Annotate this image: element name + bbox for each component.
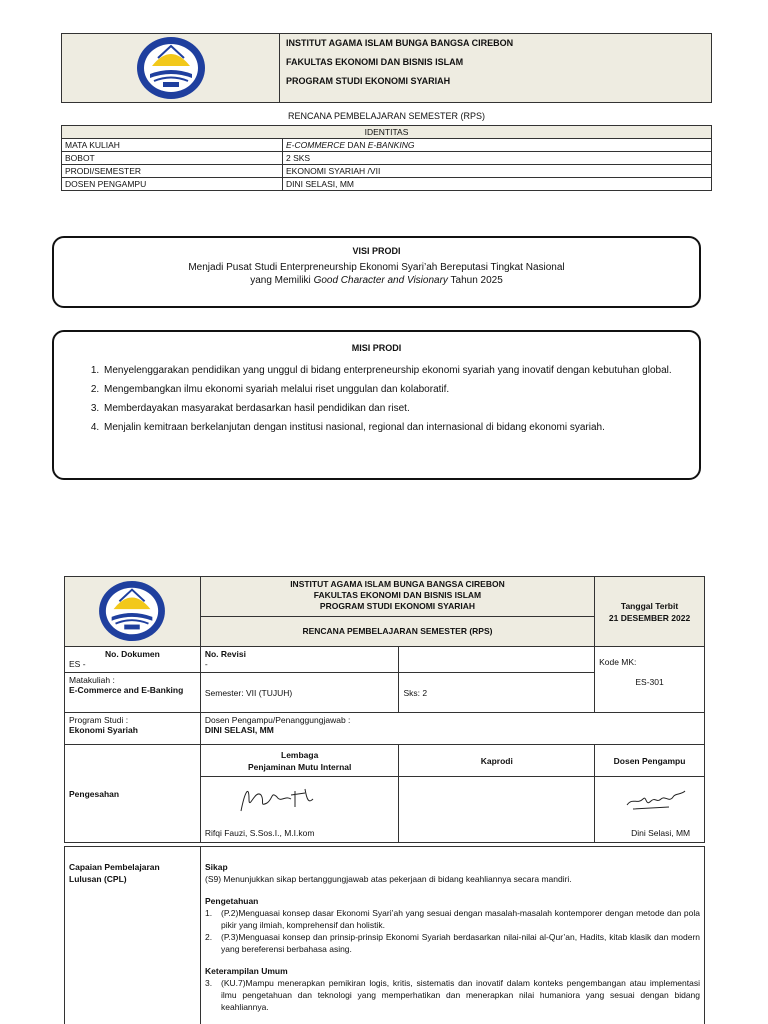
row-value: DINI SELASI, MM [283, 178, 712, 191]
row-value: E-COMMERCE DAN E-BANKING [283, 139, 712, 152]
sign1-name: Rifqi Fauzi, S.Sos.I., M.I.kom [204, 828, 315, 838]
header-text [200, 577, 594, 647]
kode-mk-cell [595, 647, 705, 713]
table-row [62, 178, 712, 191]
kode-mk-label: Kode MK: [599, 657, 637, 667]
no-dokumen-label: No. Dokumen [105, 649, 160, 659]
prodi-value: Ekonomi Syariah [69, 725, 138, 735]
dosen-value: DINI SELASI, MM [204, 725, 274, 735]
cpl-label: Capaian Pembelajaran Lulusan (CPL) [65, 847, 201, 1024]
visi-title: VISI PRODI [352, 246, 401, 256]
keterampilan-title: Keterampilan Umum [205, 966, 288, 976]
sikap-title: Sikap [205, 862, 228, 872]
matakuliah-label: Matakuliah : [69, 675, 115, 685]
row-key: MATA KULIAH [62, 139, 283, 152]
prodi-label: Program Studi : [69, 715, 129, 725]
sks-cell: Sks: 2 [399, 673, 595, 713]
misi-box [52, 330, 701, 480]
faculty-name: FAKULTAS EKONOMI DAN BISNIS ISLAM [286, 57, 464, 67]
dosen-label: Dosen Pengampu/Penanggungjawab : [204, 715, 351, 725]
row-key: PRODI/SEMESTER [62, 165, 283, 178]
visi-box [52, 236, 701, 308]
identitas-table [61, 125, 712, 191]
institute-name: INSTITUT AGAMA ISLAM BUNGA BANGSA CIREBON [290, 579, 505, 589]
rps-header-table [64, 576, 705, 843]
cpl-content [201, 847, 704, 1024]
faculty-name: FAKULTAS EKONOMI DAN BISNIS ISLAM [313, 590, 482, 600]
header-text [280, 34, 711, 102]
row-value: 2 SKS [283, 152, 712, 165]
list-item: 1. (P.2)Menguasai konsep dasar Ekonomi Syari’ah yang sesuai dengan masalah-masalah kontemporer dengan metode dan pola pikir yang ilmiah, komprehensif dan holistik. [205, 908, 700, 930]
no-revisi-value: - [204, 659, 208, 669]
rps-subtitle: RENCANA PEMBELAJARAN SEMESTER (RPS) [302, 626, 493, 636]
cpl-section [64, 846, 705, 1024]
lpmi-header: Lembaga Penjaminan Mutu Internal [200, 745, 399, 777]
lpmi-signature-cell [200, 777, 399, 843]
matakuliah-cell [65, 673, 201, 713]
row-key: BOBOT [62, 152, 283, 165]
logo-cell [62, 34, 280, 102]
identitas-heading: IDENTITAS [62, 126, 712, 139]
no-revisi-label: No. Revisi [204, 649, 246, 659]
visi-text: Menjadi Pusat Studi Enterpreneurship Ekonomi Syari’ah Bereputasi Tingkat Nasional yang Memiliki Good Character and Visionary Tahun 2025 [188, 262, 565, 286]
issued-date: 21 DESEMBER 2022 [608, 612, 691, 623]
kaprodi-header: Kaprodi [399, 745, 595, 777]
issued-label: Tanggal Terbit [620, 600, 679, 611]
list-item: 1. Menyelenggarakan pendidikan yang unggul di bidang enterpreneurship ekonomi syariah yang inovatif dengan kebutuhan global. [102, 361, 683, 380]
logo-cell [65, 577, 201, 647]
pengesahan-label: Pengesahan [65, 745, 201, 843]
no-dokumen-cell [65, 647, 201, 673]
empty-cell [399, 647, 595, 673]
list-item: 3. Memberdayakan masyarakat berdasarkan hasil pendidikan dan riset. [102, 399, 683, 418]
no-revisi-cell [200, 647, 399, 673]
dosen-cell [200, 713, 704, 745]
list-item: 4. Menjalin kemitraan berkelanjutan dengan institusi nasional, regional dan internasional di bidang ekonomi syariah. [102, 418, 683, 437]
list-item: 3. (KU.7)Mampu menerapkan pemikiran logis, kritis, sistematis dan inovatif dalam konteks pengembangan atau implementasi ilmu pengetahuan dan teknologi yang memperhatikan dan menerapkan nilai humaniora yang sesuai dengan bidang keahliannya. [205, 978, 700, 1012]
misi-title: MISI PRODI [351, 343, 402, 353]
row-value: EKONOMI SYARIAH /VII [283, 165, 712, 178]
table-row [62, 139, 712, 152]
institute-logo [136, 36, 206, 100]
table-row [62, 152, 712, 165]
signature-dini [623, 783, 693, 813]
sign2-name: Dini Selasi, MM [631, 828, 691, 838]
prodi-cell [65, 713, 201, 745]
program-name: PROGRAM STUDI EKONOMI SYARIAH [286, 76, 451, 86]
list-item: 2. (P.3)Menguasai konsep dan prinsip-prinsip Ekonomi Syariah berdasarkan nilai-nilai al-Qur’an, Hadits, kitab klasik dan modern yang bereferensi berbahasa asing. [205, 932, 700, 954]
table-row [62, 165, 712, 178]
issued-cell [595, 577, 705, 647]
institute-logo [98, 580, 166, 642]
matakuliah-value: E-Commerce and E-Banking [69, 685, 184, 695]
no-dokumen-value: ES - [69, 659, 86, 669]
dosen-pengampu-header: Dosen Pengampu [595, 745, 705, 777]
misi-list [102, 361, 683, 437]
list-item: 2. Mengembangkan ilmu ekonomi syariah melalui riset unggulan dan kolaboratif. [102, 380, 683, 399]
row-key: DOSEN PENGAMPU [62, 178, 283, 191]
kaprodi-signature-cell [399, 777, 595, 843]
kode-mk-value: ES-301 [635, 677, 664, 687]
program-name: PROGRAM STUDI EKONOMI SYARIAH [319, 601, 475, 611]
dosen-signature-cell [595, 777, 705, 843]
semester-cell: Semester: VII (TUJUH) [200, 673, 399, 713]
rps-title: RENCANA PEMBELAJARAN SEMESTER (RPS) [287, 111, 486, 121]
header-block [61, 33, 712, 103]
signature-rifqi [235, 781, 325, 821]
institute-name: INSTITUT AGAMA ISLAM BUNGA BANGSA CIREBON [286, 38, 514, 48]
pengetahuan-title: Pengetahuan [205, 896, 259, 906]
sikap-text: (S9) Menunjukkan sikap bertanggungjawab atas pekerjaan di bidang keahliannya secara mandiri. [205, 874, 572, 884]
